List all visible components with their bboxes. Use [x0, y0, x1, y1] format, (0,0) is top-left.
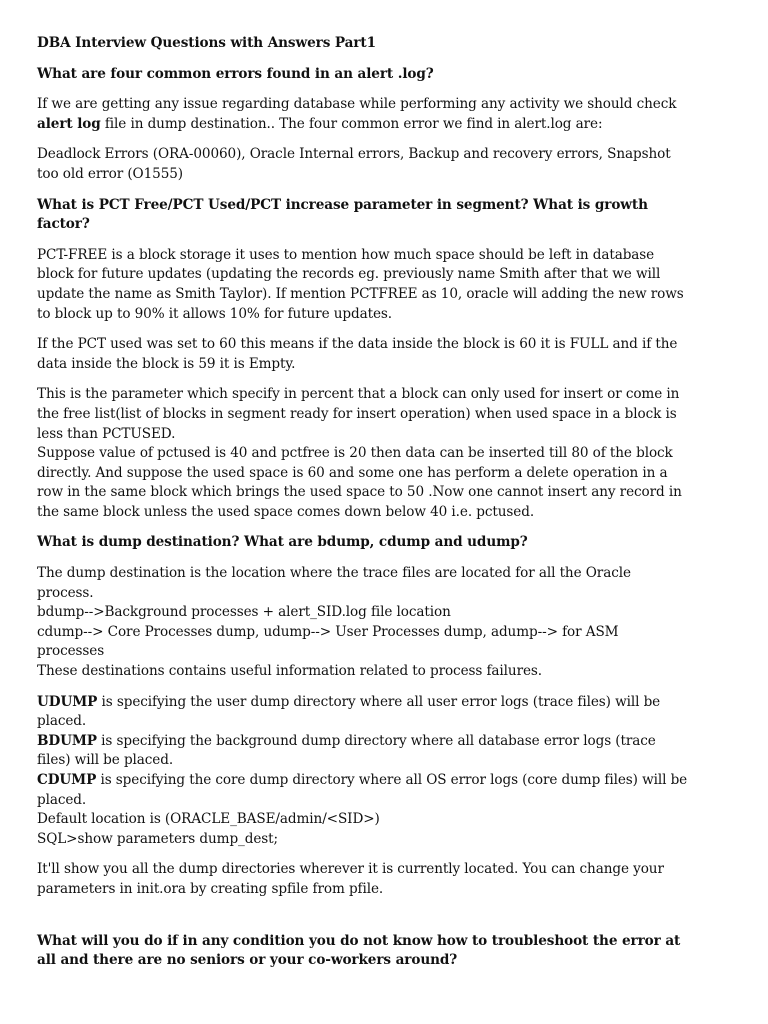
paragraph-line: These destinations contains useful information related to process failures. [37, 663, 543, 680]
answer-text: If we are getting any issue regarding database while performing any activity we should check [37, 96, 677, 113]
cdump-term: CDUMP [37, 772, 97, 788]
paragraph-line: bdump-->Background processes + alert_SID.log file location [37, 604, 451, 621]
udump-definition [37, 693, 688, 732]
answer-pct-parameter-detail [37, 385, 688, 522]
paragraph-line: cdump--> Core Processes dump, udump--> User Processes dump, adump--> for ASM processes [37, 623, 619, 660]
answer-dump-definitions [37, 693, 688, 850]
udump-term: UDUMP [37, 693, 98, 710]
definition-text: is specifying the core dump directory where all OS error logs (core dump files) will be placed. [37, 772, 688, 808]
answer-dump-destination [37, 564, 688, 682]
answer-alert-log-intro [37, 95, 688, 134]
question-troubleshoot-alone: What will you do if in any condition you do not know how to troubleshoot the error at all and there are no seniors or your co-workers around? [37, 932, 681, 969]
answer-pct-free: PCT-FREE is a block storage it uses to mention how much space should be left in database block for future updates (updating the records eg. previously name Smith after that we will update the name as Smith Taylor). If mention PCTFREE as 10, oracle will adding the new rows to block up to 90% it allows 10% for future updates. [37, 246, 684, 322]
answer-alert-log-errors: Deadlock Errors (ORA-00060), Oracle Internal errors, Backup and recovery errors, Snapshot too old error (O1555) [37, 146, 671, 182]
bdump-term: BDUMP [37, 732, 97, 749]
sql-command: SQL>show parameters dump_dest; [37, 830, 279, 847]
document-title: DBA Interview Questions with Answers Part1 [37, 35, 376, 51]
cdump-definition [37, 771, 688, 810]
answer-dump-directories: It'll show you all the dump directories wherever it is currently located. You can change your parameters in init.ora by creating spfile from pfile. [37, 861, 664, 897]
default-location: Default location is (ORACLE_BASE/admin/<SID>) [37, 811, 380, 828]
answer-text: file in dump destination.. The four common error we find in alert.log are: [100, 115, 603, 132]
question-dump-destination: What is dump destination? What are bdump, cdump and udump? [37, 534, 528, 551]
paragraph-line: Suppose value of pctused is 40 and pctfree is 20 then data can be inserted till 80 of the block directly. And suppose the used space is 60 and some one has perform a delete operation in a row in the same block which brings the used space to 50 .Now one cannot insert any record in the same block unless the used space comes down below 40 i.e. pctused. [37, 445, 682, 520]
definition-text: is specifying the background dump directory where all database error logs (trace files) will be placed. [37, 732, 656, 769]
definition-text: is specifying the user dump directory where all user error logs (trace files) will be placed. [37, 693, 661, 730]
question-pct-parameters: What is PCT Free/PCT Used/PCT increase parameter in segment? What is growth factor? [37, 196, 648, 233]
alert-log-term: alert log [37, 115, 101, 132]
question-alert-log-errors: What are four common errors found in an alert .log? [37, 65, 434, 82]
paragraph-line: This is the parameter which specify in percent that a block can only used for insert or come in the free list(list of blocks in segment ready for insert operation) when used space in a block is less than PCTUSED. [37, 386, 680, 442]
bdump-definition [37, 732, 688, 771]
paragraph-line: The dump destination is the location where the trace files are located for all the Oracle process. [37, 565, 631, 601]
answer-pct-used: If the PCT used was set to 60 this means if the data inside the block is 60 it is FULL and if the data inside the block is 59 it is Empty. [37, 336, 678, 372]
